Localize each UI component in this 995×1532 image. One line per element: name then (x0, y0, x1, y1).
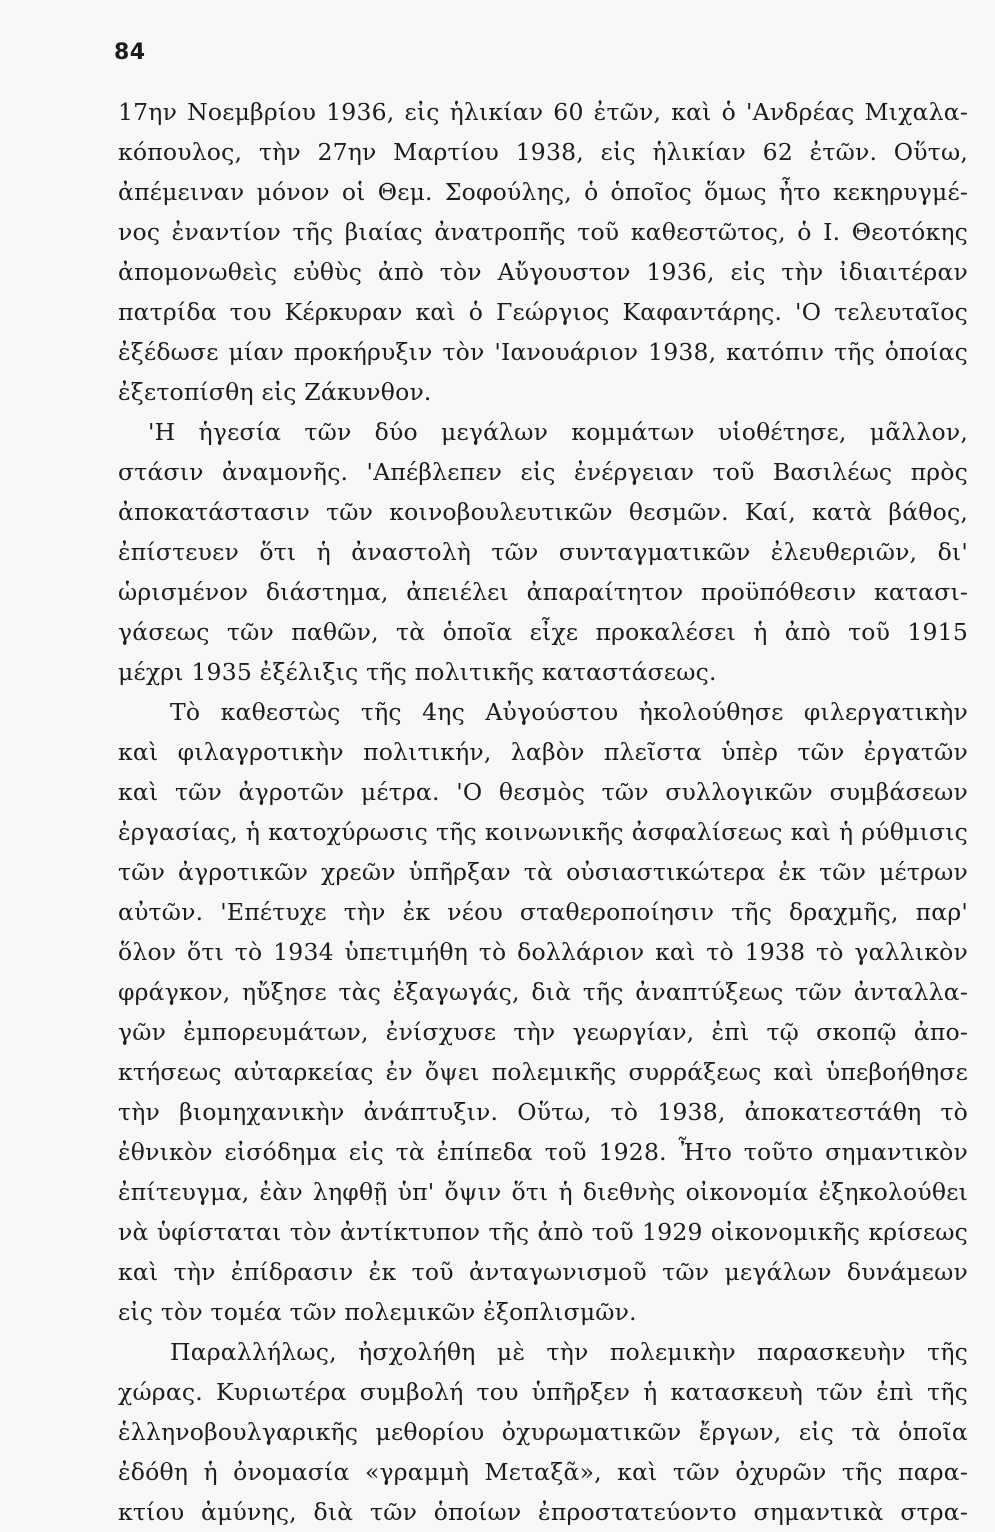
text-line: κτήσεως αὐταρκείας ἐν ὄψει πολεμικῆς συρράξεως καὶ ὑπεβοήθησε (118, 1058, 968, 1086)
text-line: ἑλληνοβουλγαρικῆς μεθορίου ὀχυρωματικῶν ἔργων, εἰς τὰ ὁποῖα (118, 1418, 968, 1446)
text-line: αὐτῶν. 'Επέτυχε τὴν ἐκ νέου σταθεροποίησιν τῆς δραχμῆς, παρ' (118, 898, 968, 926)
text-line: καὶ τῶν ἀγροτῶν μέτρα. 'Ο θεσμὸς τῶν συλλογικῶν συμβάσεων (118, 778, 968, 806)
page-number: 84 (114, 40, 146, 65)
text-line: καὶ τὴν ἐπίδρασιν ἐκ τοῦ ἀνταγωνισμοῦ τῶν μεγάλων δυνάμεων (118, 1258, 968, 1286)
text-line: ἐπίστευεν ὅτι ἡ ἀναστολὴ τῶν συνταγματικῶν ἐλευθεριῶν, δι' (118, 538, 968, 566)
text-line: φράγκον, ηὔξησε τὰς ἐξαγωγάς, διὰ τῆς ἀναπτύξεως τῶν ἀνταλλα- (118, 978, 968, 1006)
text-line: ἀπέμειναν μόνον οἱ Θεμ. Σοφούλης, ὁ ὁποῖος ὅμως ἦτο κεκηρυγμέ- (118, 178, 968, 206)
text-line: νὰ ὑφίσταται τὸν ἀντίκτυπον τῆς ἀπὸ τοῦ 1929 οἰκονομικῆς κρίσεως (118, 1218, 968, 1246)
text-line: ἀπομονωθεὶς εὐθὺς ἀπὸ τὸν Αὔγουστον 1936, εἰς τὴν ἰδιαιτέραν (118, 258, 968, 286)
text-line: τῶν ἀγροτικῶν χρεῶν ὑπῆρξαν τὰ οὐσιαστικώτερα ἐκ τῶν μέτρων (118, 858, 968, 886)
text-line: χώρας. Κυριωτέρα συμβολή του ὑπῆρξεν ἡ κατασκευὴ τῶν ἐπὶ τῆς (118, 1378, 968, 1406)
text-line: ἐξετοπίσθη εἰς Ζάκυνθον. (118, 378, 432, 406)
text-line: ἀποκατάστασιν τῶν κοινοβουλευτικῶν θεσμῶν. Καί, κατὰ βάθος, (118, 498, 968, 526)
text-line: κτίου ἀμύνης, διὰ τῶν ὁποίων ἐπροστατεύοντο σημαντικὰ στρα- (118, 1498, 968, 1526)
text-line: πατρίδα του Κέρκυραν καὶ ὁ Γεώργιος Καφαντάρης. 'Ο τελευταῖος (118, 298, 968, 326)
text-line: εἰς τὸν τομέα τῶν πολεμικῶν ἐξοπλισμῶν. (118, 1298, 637, 1326)
text-line: ἐξέδωσε μίαν προκήρυξιν τὸν 'Ιανουάριον 1938, κατόπιν τῆς ὁποίας (118, 338, 968, 366)
text-line: μέχρι 1935 ἐξέλιξις τῆς πολιτικῆς καταστάσεως. (118, 658, 717, 686)
paragraph-first-line: 'Η ἡγεσία τῶν δύο μεγάλων κομμάτων υἱοθέτησε, μᾶλλον, (148, 418, 968, 446)
text-line: ἐθνικὸν εἰσόδημα εἰς τὰ ἐπίπεδα τοῦ 1928. Ἦτο τοῦτο σημαντικὸν (118, 1138, 968, 1166)
text-line: γῶν ἐμπορευμάτων, ἐνίσχυσε τὴν γεωργίαν, ἐπὶ τῷ σκοπῷ ἀπο- (118, 1018, 968, 1046)
text-line: ἐπίτευγμα, ἐὰν ληφθῇ ὑπ' ὄψιν ὅτι ἡ διεθνὴς οἰκονομία ἐξηκολούθει (118, 1178, 968, 1206)
paragraph-first-line: Τὸ καθεστὼς τῆς 4ης Αὐγούστου ἠκολούθησε φιλεργατικὴν (170, 698, 968, 726)
text-line: ἐδόθη ἡ ὀνομασία «γραμμὴ Μεταξᾶ», καὶ τῶν ὀχυρῶν τῆς παρα- (118, 1458, 968, 1486)
text-line: στάσιν ἀναμονῆς. 'Απέβλεπεν εἰς ἐνέργειαν τοῦ Βασιλέως πρὸς (118, 458, 968, 486)
text-line: 17ην Νοεμβρίου 1936, εἰς ἡλικίαν 60 ἐτῶν, καὶ ὁ 'Ανδρέας Μιχαλα- (118, 98, 968, 126)
text-line: ἐργασίας, ἡ κατοχύρωσις τῆς κοινωνικῆς ἀσφαλίσεως καὶ ἡ ρύθμισις (118, 818, 968, 846)
text-line: γάσεως τῶν παθῶν, τὰ ὁποῖα εἶχε προκαλέσει ἡ ἀπὸ τοῦ 1915 (118, 618, 968, 646)
text-line: ὅλον ὅτι τὸ 1934 ὑπετιμήθη τὸ δολλάριον καὶ τὸ 1938 τὸ γαλλικὸν (118, 938, 968, 966)
text-line: κόπουλος, τὴν 27ην Μαρτίου 1938, εἰς ἡλικίαν 62 ἐτῶν. Οὕτω, (118, 138, 968, 166)
text-line: ὡρισμένον διάστημα, ἀπειέλει ἀπαραίτητον προϋπόθεσιν κατασι- (118, 578, 968, 606)
paragraph-first-line: Παραλλήλως, ἠσχολήθη μὲ τὴν πολεμικὴν παρασκευὴν τῆς (170, 1338, 968, 1366)
body-text (118, 92, 968, 1532)
text-line: νος ἐναντίον τῆς βιαίας ἀνατροπῆς τοῦ καθεστῶτος, ὁ Ι. Θεοτόκης (118, 218, 968, 246)
text-line: καὶ φιλαγροτικὴν πολιτικήν, λαβὸν πλεῖστα ὑπὲρ τῶν ἐργατῶν (118, 738, 968, 766)
text-line: τὴν βιομηχανικὴν ἀνάπτυξιν. Οὕτω, τὸ 1938, ἀποκατεστάθη τὸ (118, 1098, 968, 1126)
